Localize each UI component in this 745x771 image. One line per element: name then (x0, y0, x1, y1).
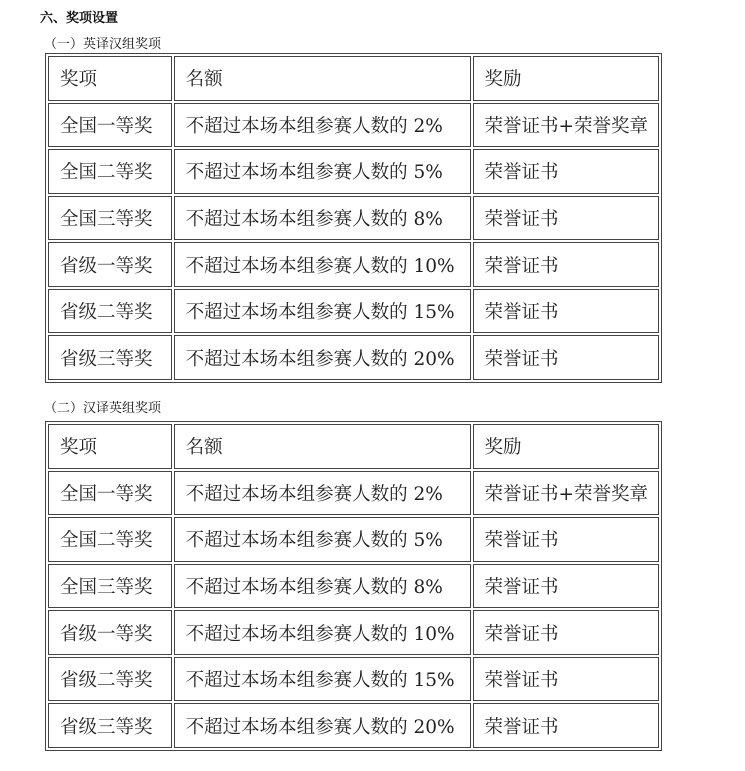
award-cell: 省级一等奖 (48, 242, 172, 287)
header-quota: 名额 (174, 424, 471, 469)
award-cell: 全国三等奖 (48, 564, 172, 609)
award-cell: 省级二等奖 (48, 289, 172, 334)
quota-cell: 不超过本场本组参赛人数的 8% (174, 564, 471, 609)
award-cell: 省级二等奖 (48, 657, 172, 702)
quota-cell: 不超过本场本组参赛人数的 10% (174, 610, 471, 655)
table-row (48, 610, 659, 655)
table-row (48, 103, 659, 148)
table-row (48, 564, 659, 609)
award-cell: 全国三等奖 (48, 196, 172, 241)
reward-cell: 荣誉证书 (473, 149, 659, 194)
quota-cell: 不超过本场本组参赛人数的 15% (174, 289, 471, 334)
section-title: 六、奖项设置 (40, 11, 119, 26)
quota-cell: 不超过本场本组参赛人数的 8% (174, 196, 471, 241)
award-cell: 全国二等奖 (48, 149, 172, 194)
group-title-en-zh: （一）英译汉组奖项 (44, 37, 162, 52)
header-reward: 奖励 (473, 424, 659, 469)
quota-cell: 不超过本场本组参赛人数的 20% (174, 335, 471, 380)
table-row (48, 242, 659, 287)
award-table-zh-en (45, 421, 662, 751)
award-cell: 全国一等奖 (48, 103, 172, 148)
table-row (48, 471, 659, 516)
table-row (48, 289, 659, 334)
award-cell: 省级一等奖 (48, 610, 172, 655)
reward-cell: 荣誉证书 (473, 335, 659, 380)
reward-cell: 荣誉证书 (473, 517, 659, 562)
reward-cell: 荣誉证书 (473, 196, 659, 241)
header-award: 奖项 (48, 424, 172, 469)
award-cell: 省级三等奖 (48, 335, 172, 380)
quota-cell: 不超过本场本组参赛人数的 2% (174, 103, 471, 148)
table-header-row (48, 56, 659, 101)
quota-cell: 不超过本场本组参赛人数的 10% (174, 242, 471, 287)
header-reward: 奖励 (473, 56, 659, 101)
table-row (48, 657, 659, 702)
award-cell: 全国二等奖 (48, 517, 172, 562)
table-header-row (48, 424, 659, 469)
reward-cell: 荣誉证书 (473, 564, 659, 609)
reward-cell: 荣誉证书 (473, 289, 659, 334)
table-row (48, 517, 659, 562)
table-row (48, 703, 659, 748)
table-row (48, 335, 659, 380)
award-cell: 全国一等奖 (48, 471, 172, 516)
quota-cell: 不超过本场本组参赛人数的 15% (174, 657, 471, 702)
reward-cell: 荣誉证书 (473, 242, 659, 287)
quota-cell: 不超过本场本组参赛人数的 2% (174, 471, 471, 516)
table-row (48, 149, 659, 194)
quota-cell: 不超过本场本组参赛人数的 5% (174, 149, 471, 194)
table-row (48, 196, 659, 241)
quota-cell: 不超过本场本组参赛人数的 20% (174, 703, 471, 748)
award-cell: 省级三等奖 (48, 703, 172, 748)
quota-cell: 不超过本场本组参赛人数的 5% (174, 517, 471, 562)
header-award: 奖项 (48, 56, 172, 101)
reward-cell: 荣誉证书+荣誉奖章 (473, 103, 659, 148)
award-table-en-zh (45, 53, 662, 383)
group-title-zh-en: （二）汉译英组奖项 (44, 401, 162, 416)
reward-cell: 荣誉证书+荣誉奖章 (473, 471, 659, 516)
reward-cell: 荣誉证书 (473, 657, 659, 702)
reward-cell: 荣誉证书 (473, 610, 659, 655)
header-quota: 名额 (174, 56, 471, 101)
reward-cell: 荣誉证书 (473, 703, 659, 748)
